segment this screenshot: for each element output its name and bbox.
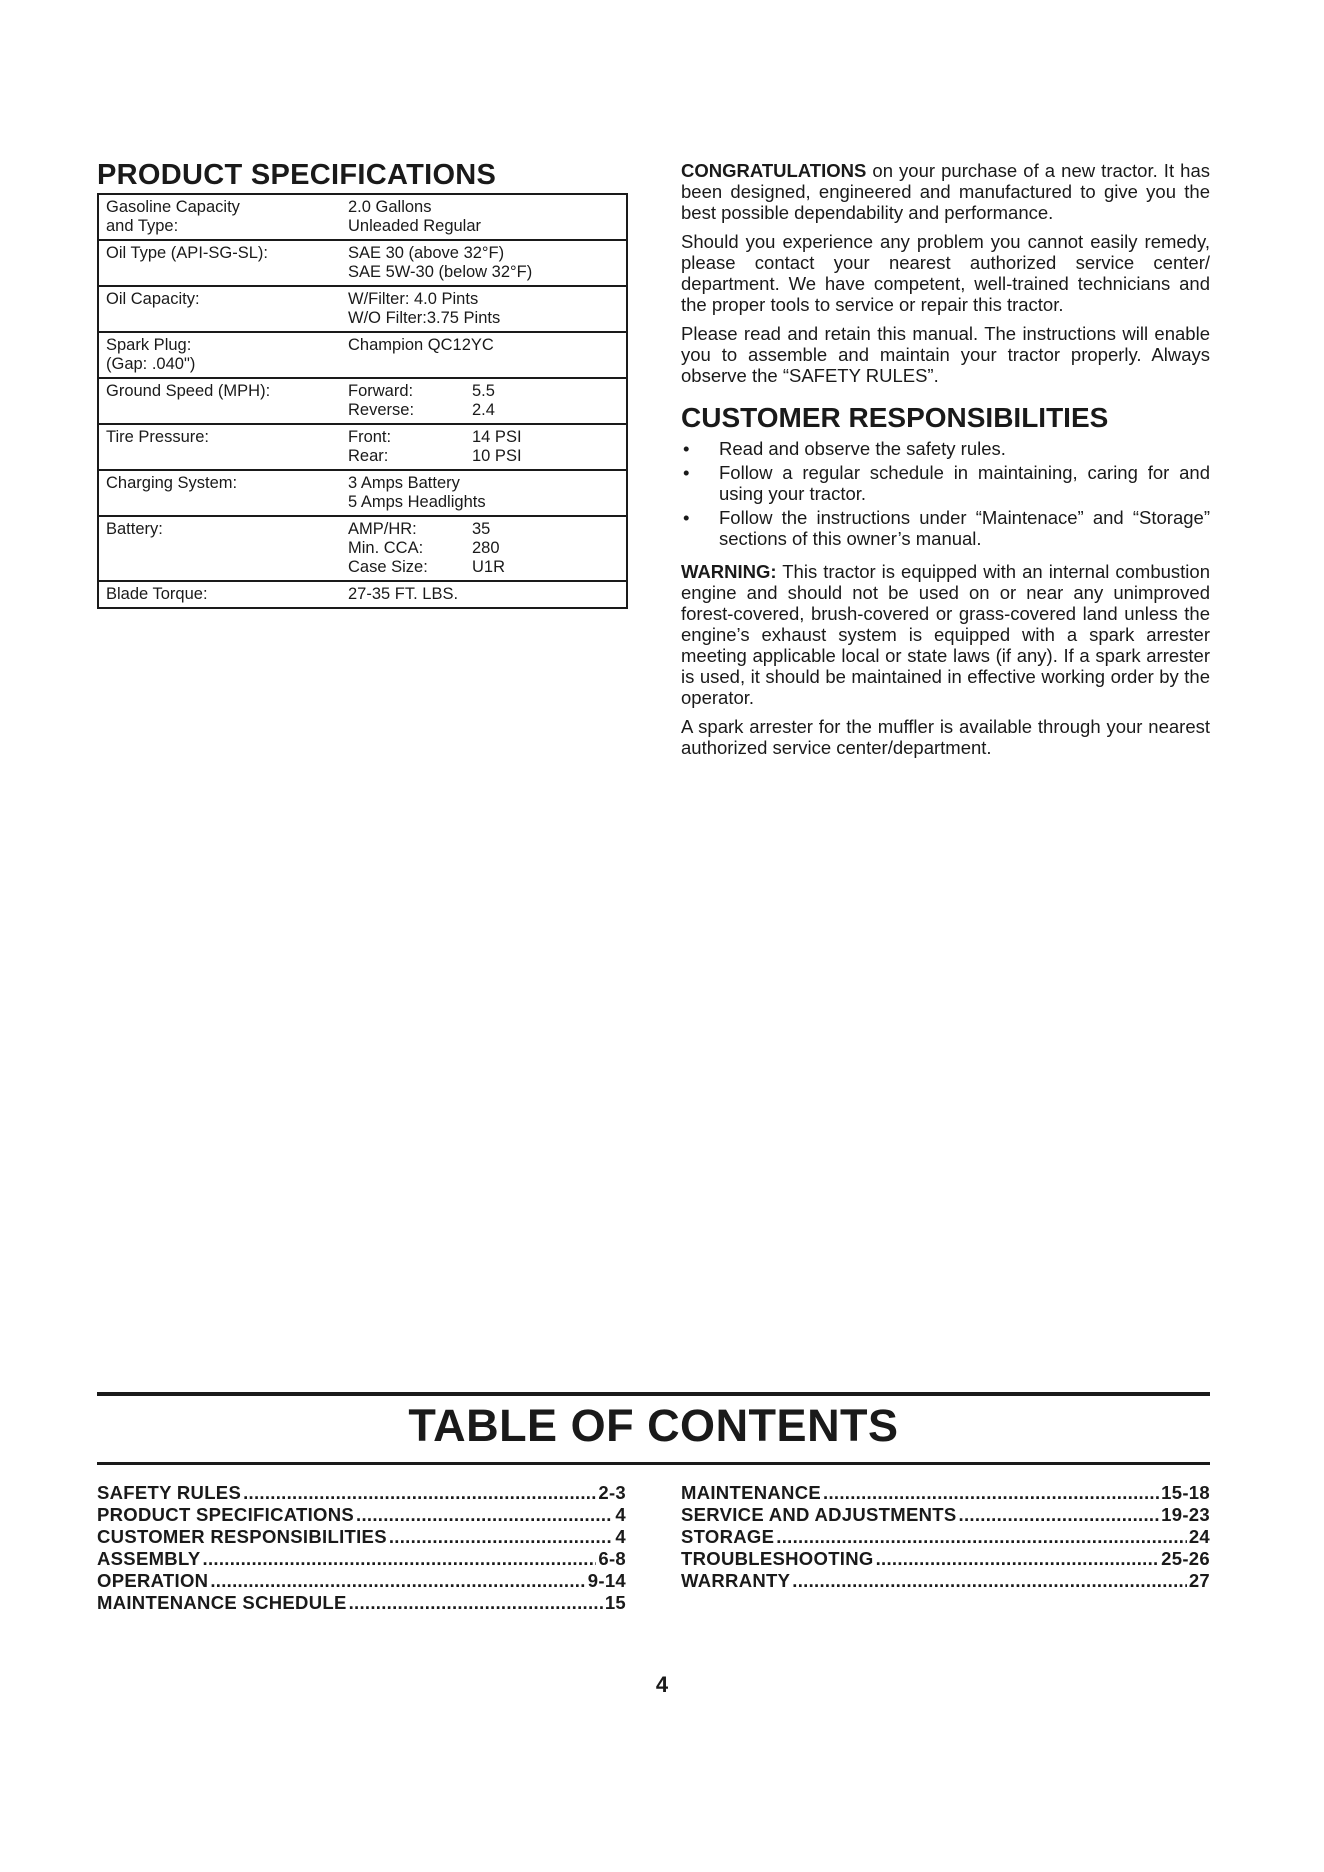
- spec-label-line: Spark Plug:: [106, 336, 192, 354]
- spec-row: [99, 195, 626, 239]
- spec-row: [99, 580, 626, 607]
- toc-leader-dots: [776, 1526, 1187, 1548]
- responsibility-item: [681, 438, 1210, 459]
- toc-entry-page: 27: [1188, 1570, 1210, 1591]
- spec-value-line: [348, 336, 626, 355]
- spec-label: [106, 474, 348, 512]
- spec-label-line: and Type:: [106, 217, 179, 235]
- spec-value: 10 PSI: [472, 447, 522, 465]
- toc-entry-page: 4: [615, 1504, 626, 1525]
- spec-label: [106, 198, 348, 236]
- spec-values: [348, 382, 626, 420]
- toc-entry-title: CUSTOMER RESPONSIBILITIES: [97, 1526, 387, 1547]
- spec-row: [99, 515, 626, 580]
- toc-entry[interactable]: [681, 1526, 1210, 1548]
- toc-entry-title: WARRANTY: [681, 1570, 791, 1591]
- spec-values: [348, 585, 626, 604]
- spec-label: [106, 428, 348, 466]
- spec-label-line: Ground Speed (MPH):: [106, 382, 271, 400]
- toc-leader-dots: [243, 1482, 596, 1504]
- spec-value: 14 PSI: [472, 428, 522, 446]
- toc-entry-page: 6-8: [598, 1548, 626, 1569]
- responsibility-text: Follow a regular schedule in maintaining, caring for and using your tractor.: [719, 462, 1210, 504]
- spec-value-line: [348, 401, 626, 420]
- toc-entry-page: 9-14: [587, 1570, 626, 1591]
- spec-value-line: [348, 493, 626, 512]
- spec-values: [348, 198, 626, 236]
- spec-value: W/O Filter:3.75 Pints: [348, 309, 501, 327]
- warning-lead: WARNING:: [681, 561, 777, 582]
- toc-entry[interactable]: [97, 1570, 626, 1592]
- toc-entry[interactable]: [97, 1548, 626, 1570]
- read-manual-paragraph: Please read and retain this manual. The instructions will enable you to assemble and maintain your tractor properly. Always observe the “SAFETY RULES”.: [681, 323, 1210, 386]
- responsibility-item: [681, 507, 1210, 549]
- spec-label-line: Oil Capacity:: [106, 290, 200, 308]
- spec-label-line: Gasoline Capacity: [106, 198, 240, 216]
- spec-value: SAE 5W-30 (below 32°F): [348, 263, 533, 281]
- toc-bottom-rule: [97, 1462, 1210, 1465]
- toc-leader-dots: [389, 1526, 614, 1548]
- responsibility-item: [681, 462, 1210, 504]
- spec-value: Champion QC12YC: [348, 336, 494, 354]
- toc-entry[interactable]: [681, 1482, 1210, 1504]
- spec-value-line: [348, 309, 626, 328]
- spec-value: 27-35 FT. LBS.: [348, 585, 459, 603]
- warning-text: This tractor is equipped with an internal combustion engine and should not be used on or near any unimproved forest-covered, brush-covered or grass-covered land unless the engine’s exhaust system is equipped with a spark arrester meeting applicable local or state laws (if any). If a spark arrester is used, it should be maintained in effective working order by the operator.: [681, 561, 1210, 708]
- spec-values: [348, 474, 626, 512]
- responsibility-text: Read and observe the safety rules.: [719, 438, 1006, 459]
- spec-value-line: [348, 263, 626, 282]
- spec-values: [348, 336, 626, 374]
- spec-label: [106, 382, 348, 420]
- product-specifications-section: [97, 160, 626, 609]
- warning-paragraph: [681, 561, 1210, 708]
- spec-label-line: Charging System:: [106, 474, 238, 492]
- toc-entry-page: 19-23: [1161, 1504, 1210, 1525]
- spec-row: [99, 285, 626, 331]
- toc-leader-dots: [210, 1570, 585, 1592]
- toc-entry[interactable]: [681, 1570, 1210, 1592]
- toc-right-column: [681, 1482, 1210, 1614]
- product-specifications-heading: PRODUCT SPECIFICATIONS: [97, 159, 497, 191]
- problem-paragraph: Should you experience any problem you cannot easily remedy, please contact your nearest authorized service center/ department. We have competent, well-trained technicians and the proper tools to service or repair this tractor.: [681, 231, 1210, 315]
- spec-label-line: Oil Type (API-SG-SL):: [106, 244, 268, 262]
- bullet-icon: •: [683, 507, 690, 528]
- spec-value: 5.5: [472, 382, 495, 400]
- spec-row: [99, 423, 626, 469]
- toc-heading: TABLE OF CONTENTS: [408, 1400, 899, 1451]
- toc-entry-title: PRODUCT SPECIFICATIONS: [97, 1504, 355, 1525]
- toc-entry[interactable]: [97, 1592, 626, 1614]
- spec-value: 2.0 Gallons: [348, 198, 432, 216]
- spec-value-key: Reverse:: [348, 401, 415, 419]
- page-number: 4: [655, 1672, 669, 1697]
- spec-value-line: [348, 585, 626, 604]
- bullet-icon: •: [683, 462, 690, 483]
- toc-leader-dots: [823, 1482, 1159, 1504]
- toc-leader-dots: [959, 1504, 1160, 1526]
- spec-value-line: [348, 290, 626, 309]
- toc-entry-page: 15: [604, 1592, 626, 1613]
- toc-entry-page: 15-18: [1161, 1482, 1210, 1503]
- responsibilities-list: [681, 438, 1210, 549]
- toc-entry-title: STORAGE: [681, 1526, 775, 1547]
- toc-entry-title: OPERATION: [97, 1570, 209, 1591]
- spec-value-line: [348, 447, 626, 466]
- toc-leader-dots: [203, 1548, 597, 1570]
- spec-value: 35: [472, 520, 491, 538]
- spec-row: [99, 377, 626, 423]
- toc-entry[interactable]: [681, 1504, 1210, 1526]
- spec-values: [348, 428, 626, 466]
- table-of-contents: [97, 1392, 1210, 1614]
- spec-value: Unleaded Regular: [348, 217, 482, 235]
- congratulations-text: on your purchase of a new tractor. It has been designed, engineered and manufactured to give you the best possible dependability and performance.: [681, 160, 1210, 223]
- spec-value-line: [348, 217, 626, 236]
- responsibility-text: Follow the instructions under “Maintenace” and “Storage” sections of this owner’s manual.: [719, 507, 1210, 549]
- congratulations-lead: CONGRATULATIONS: [681, 160, 867, 181]
- spec-label: [106, 290, 348, 328]
- toc-entry[interactable]: [97, 1504, 626, 1526]
- spec-value-line: [348, 198, 626, 217]
- spec-label: [106, 336, 348, 374]
- spec-value: 2.4: [472, 401, 495, 419]
- toc-entry-title: SAFETY RULES: [97, 1482, 242, 1503]
- toc-entry-title: MAINTENANCE SCHEDULE: [97, 1592, 347, 1613]
- toc-entry-page: 24: [1188, 1526, 1210, 1547]
- spec-value-key: Forward:: [348, 382, 414, 400]
- spec-value-key: Rear:: [348, 447, 389, 465]
- toc-left-column: [97, 1482, 626, 1614]
- spec-label-line: (Gap: .040"): [106, 355, 196, 373]
- toc-top-rule: [97, 1392, 1210, 1396]
- spec-value: SAE 30 (above 32°F): [348, 244, 505, 262]
- toc-entry-page: 2-3: [598, 1482, 626, 1503]
- toc-entry-title: MAINTENANCE: [681, 1482, 821, 1503]
- spec-row: [99, 239, 626, 285]
- spec-value-line: [348, 428, 626, 447]
- spec-value-line: [348, 558, 626, 577]
- spec-value-line: [348, 244, 626, 263]
- spec-value-key: AMP/HR:: [348, 520, 417, 538]
- spec-value-key: Front:: [348, 428, 392, 446]
- spec-label: [106, 244, 348, 282]
- toc-entry-page: 25-26: [1161, 1548, 1210, 1569]
- spec-values: [348, 290, 626, 328]
- spec-values: [348, 244, 626, 282]
- spec-row: [99, 469, 626, 515]
- spec-row: [99, 331, 626, 377]
- spec-value-line: [348, 539, 626, 558]
- spec-value-key: Min. CCA:: [348, 539, 424, 557]
- customer-responsibilities-heading: CUSTOMER RESPONSIBILITIES: [681, 402, 1109, 433]
- congratulations-paragraph: [681, 160, 1210, 223]
- toc-entry[interactable]: [97, 1482, 626, 1504]
- intro-column: [681, 160, 1210, 766]
- spec-values: [348, 520, 626, 577]
- spec-label-line: Blade Torque:: [106, 585, 208, 603]
- toc-leader-dots: [876, 1548, 1160, 1570]
- spec-label: [106, 520, 348, 577]
- toc-leader-dots: [356, 1504, 613, 1526]
- spec-value: 280: [472, 539, 500, 557]
- toc-leader-dots: [349, 1592, 603, 1614]
- toc-entry-title: TROUBLESHOOTING: [681, 1548, 874, 1569]
- spec-value-line: [348, 382, 626, 401]
- spec-value-line: [348, 474, 626, 493]
- spec-value-line: [348, 520, 626, 539]
- toc-entry-title: ASSEMBLY: [97, 1548, 201, 1569]
- spark-arrester-paragraph: A spark arrester for the muffler is available through your nearest authorized service center/department.: [681, 716, 1210, 758]
- spec-label-line: Battery:: [106, 520, 163, 538]
- spec-value: 3 Amps Battery: [348, 474, 460, 492]
- bullet-icon: •: [683, 438, 690, 459]
- spec-label: [106, 585, 348, 604]
- toc-entry[interactable]: [681, 1548, 1210, 1570]
- spec-value: U1R: [472, 558, 506, 576]
- toc-entry-title: SERVICE AND ADJUSTMENTS: [681, 1504, 957, 1525]
- specifications-table: [97, 193, 628, 609]
- spec-value: 5 Amps Headlights: [348, 493, 486, 511]
- spec-label-line: Tire Pressure:: [106, 428, 209, 446]
- spec-value-key: Case Size:: [348, 558, 428, 576]
- spec-value: W/Filter: 4.0 Pints: [348, 290, 479, 308]
- toc-leader-dots: [792, 1570, 1187, 1592]
- toc-entry-page: 4: [615, 1526, 626, 1547]
- toc-entry[interactable]: [97, 1526, 626, 1548]
